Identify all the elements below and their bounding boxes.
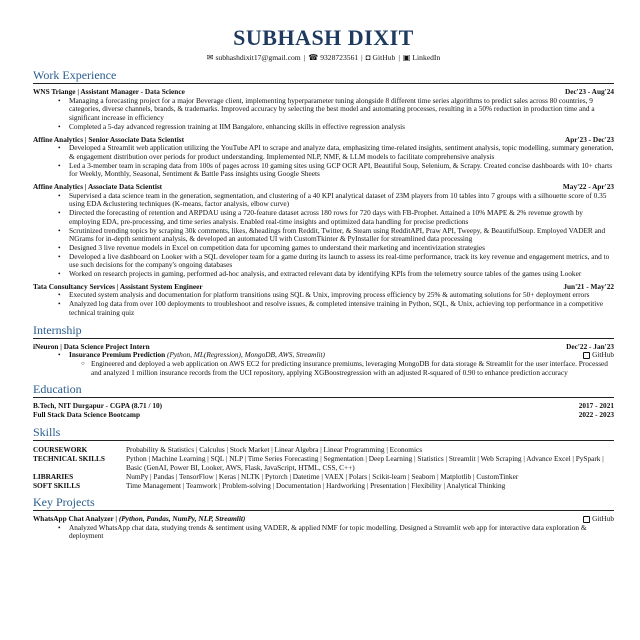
entry-dates: Dec'22 - Jan'23 bbox=[566, 341, 614, 351]
github-icon: ◘ bbox=[365, 53, 371, 62]
skills-list bbox=[33, 445, 614, 490]
skills-label: TECHNICAL SKILLS bbox=[33, 453, 105, 463]
skills-row bbox=[33, 445, 614, 454]
org-name: iNeuron bbox=[33, 341, 59, 351]
entry-dates: Dec'23 - Aug'24 bbox=[564, 87, 614, 96]
skills-value: Python | Machine Learning | SQL | NLP | Time Series Forecasting | Segmentation | Deep Learning | Statistics | Streamlit | Web Scraping | Advance Excel | PySpark | Basic (GenAI, Power BI, Looker, AWS, Flask, JavaScript, HTML, CSS, C++) bbox=[126, 453, 604, 472]
section-skills: Skills bbox=[33, 425, 614, 441]
linkedin-icon: ▣ bbox=[402, 53, 411, 62]
entry-header: WNS Triange | Assistant Manager - Data Science Dec'23 - Aug'24 bbox=[33, 87, 614, 96]
org-name: Affine Analytics bbox=[33, 134, 84, 144]
github-icon bbox=[583, 516, 590, 523]
bullet: • Managing a forecasting project for a major Beverage client, implementing hyperparameter tuning alongside 8 different time series algorithms to predict sales across 80 countries, 9 categories, diverse channels, brands, & trademarks. Improved accuracy by selecting the best model and automating processes, resulting in a 50% reduction in production time and a significant increase in efficiency bbox=[69, 97, 614, 123]
skills-row bbox=[33, 454, 614, 472]
work-entry bbox=[33, 136, 614, 180]
org-name: Tata Consultancy Services bbox=[33, 281, 116, 291]
bullet: • Developed a Streamlit web application utilizing the YouTube API to scrape and analyze data, emphasizing time-related insights, sentiment analysis, topic modelling, summary generation, & engagement distribution over periods for product understanding. Implemented NLP, NMF, & LLM models to facilitate comprehensive analysis bbox=[69, 144, 614, 161]
skills-label: COURSEWORK bbox=[33, 444, 88, 454]
skills-value: Probability & Statistics | Calculus | Stock Market | Linear Algebra | Linear Programming | Economics bbox=[126, 444, 423, 454]
skills-label: SOFT SKILLS bbox=[33, 480, 81, 490]
skills-value: NumPy | Pandas | TensorFlow | Keras | NLTK | Pytorch | Datetime | VAEX | Polars | Scikit-learn | Seaborn | Matplotlib | CustomTinker bbox=[126, 471, 519, 481]
email-link[interactable]: subhashdixit17@gmail.com bbox=[215, 53, 301, 62]
linkedin-link[interactable]: LinkedIn bbox=[412, 53, 441, 62]
education-list bbox=[33, 402, 614, 419]
internship-entry bbox=[33, 343, 614, 378]
bullet: • Executed system analysis and documentation for platform transitions using SQL & Unix, improving process efficiency by 25% & automating solutions for 50+ deployment errors bbox=[69, 291, 614, 300]
section-key-projects: Key Projects bbox=[33, 495, 614, 511]
contact-separator: | bbox=[361, 53, 363, 62]
role-title: Data Science Project Intern bbox=[63, 341, 150, 351]
edu-dates: 2017 - 2021 bbox=[578, 401, 614, 411]
work-entry bbox=[33, 88, 614, 132]
role-title: Senior Associate Data Scientist bbox=[88, 134, 185, 144]
bullet: • Supervised a data science team in the generation, segmentation, and clustering of a 40 KPI analytical dataset of 23M players from 10 tables into 7 groups with a silhouette score of 0.35 using EDA &clustering techniques (K-means, factor analysis, elbow curve) bbox=[69, 192, 614, 209]
contact-line bbox=[33, 53, 614, 63]
entry-header: Affine Analytics | Senior Associate Data Scientist Apr'23 - Dec'23 bbox=[33, 134, 614, 144]
project-tech: (Python, ML(Regression), MongoDB, AWS, Streamlit) bbox=[167, 350, 325, 360]
skills-row bbox=[33, 472, 614, 481]
section-internship: Internship bbox=[33, 323, 614, 339]
sub-bullet: ○ Engineered and deployed a web application on AWS EC2 for predicting insurance premiums, leveraging MongoDB for data storage & Streamlit for the user interface. Processed and analyzed 1 million insurance records from the UCI repository, applying XGBoostregression with an adjusted R-squared of 0.90 to enhance prediction accuracy bbox=[91, 360, 614, 377]
project-name: Insurance Premium Prediction bbox=[69, 350, 166, 360]
contact-separator: | bbox=[398, 53, 400, 62]
bullet: • Completed a 5-day advanced regression training at IIM Bangalore, enhancing skills in effective regression analysis bbox=[69, 123, 614, 132]
entry-header: Affine Analytics | Associate Data Scientist May'22 - Apr'23 bbox=[33, 182, 614, 192]
bullet: • Worked on research projects in gaming, performed ad-hoc analysis, and extracted relevant data by identifying KPIs from the telemetry source tables of the games using Looker bbox=[69, 270, 614, 279]
role-title: Assistant System Engineer bbox=[119, 281, 203, 291]
role-title: Associate Data Scientist bbox=[87, 182, 163, 192]
project-entry bbox=[33, 515, 614, 541]
phone-icon: ☎ bbox=[308, 53, 319, 62]
edu-dates: 2022 - 2023 bbox=[578, 410, 614, 420]
bullet: • Developed a live dashboard on Looker with a SQL developer team for a game during its launch to assess its real-time performance, track its key revenue and engagement metrics, and to use such decisions for the company's ongoing databases bbox=[69, 253, 614, 270]
section-education: Education bbox=[33, 382, 614, 398]
project-header: WhatsApp Chat Analyzer | (Python, Pandas, NumPy, NLP, Streamlit) GitHub bbox=[33, 513, 614, 523]
role-title: Assistant Manager - Data Science bbox=[80, 87, 185, 96]
work-entry bbox=[33, 283, 614, 318]
bullet: • Designed 3 live revenue models in Excel on competition data for upcoming games to understand their marketing and incentivization strategies bbox=[69, 244, 614, 253]
candidate-name: SUBHASH DIXIT bbox=[233, 25, 414, 50]
contact-separator: | bbox=[303, 53, 306, 62]
entry-header: iNeuron | Data Science Project Intern Dec'22 - Jan'23 bbox=[33, 341, 614, 351]
org-name: Affine Analytics bbox=[33, 182, 84, 192]
degree: B.Tech, NIT Durgapur - CGPA (8.71 / 10) bbox=[33, 401, 163, 411]
skills-value: Time Management | Teamwork | Problem-solving | Documentation | Hardworking | Presentation | Flexibility | Analytical Thinking bbox=[126, 480, 506, 490]
entry-dates: May'22 - Apr'23 bbox=[562, 182, 614, 192]
github-link[interactable]: GitHub bbox=[372, 53, 396, 62]
bullet: • Directed the forecasting of retention and ARPDAU using a 720-feature dataset across 180 rows for 720 days with FB-Prophet. Attained a 10% MAPE & 2% revenue growth by employing EDA, pre-processing, and time series analysis. Enabled real-time insights and optimized data handling for precise predictions bbox=[69, 209, 614, 226]
section-work-experience: Work Experience bbox=[33, 68, 614, 84]
org-name: WNS Triange bbox=[33, 87, 76, 96]
degree: Full Stack Data Science Bootcamp bbox=[33, 410, 141, 420]
entry-dates: Apr'23 - Dec'23 bbox=[564, 134, 614, 144]
skills-row bbox=[33, 481, 614, 490]
project-name: WhatsApp Chat Analyzer bbox=[33, 513, 114, 523]
project-tech: (Python, Pandas, NumPy, NLP, Streamlit) bbox=[118, 513, 246, 523]
skills-label: LIBRARIES bbox=[33, 471, 74, 481]
education-row bbox=[33, 411, 614, 420]
bullet: • Led a 3-member team in scraping data from 100s of pages across 10 gaming sites using GCP OCR API, Beautiful Soup, Selenium, & Scrapy. Created concise dashboards with 10+ charts for Weekly, Monthly, Seasonal, Sentiment & Battle Pass insights using Google Sheets bbox=[69, 162, 614, 179]
entry-header: Tata Consultancy Services | Assistant System Engineer Jun'21 - May'22 bbox=[33, 281, 614, 291]
bullet: • Analyzed log data from over 100 deployments to troubleshoot and resolve issues, & completed intensive training in Python, SQL, & Unix, achieving top performance in a competitive technical training quiz bbox=[69, 300, 614, 317]
bullet: • Scrutinized trending topics by scraping 30k comments, likes, &headings from Reddit, Twitter, & Steam using RedditAPI, Praw API, Tweepy, & BeautifulSoup. Employed VADER and NGrams for in-depth sentiment analysis, & developed an automated UI with CustomTkinter & PyInstaller for streamlined data processing bbox=[69, 227, 614, 244]
entry-dates: Jun'21 - May'22 bbox=[563, 281, 614, 291]
work-entry bbox=[33, 183, 614, 279]
mail-icon: ✉ bbox=[206, 53, 214, 62]
phone-number[interactable]: 9328723561 bbox=[320, 53, 359, 62]
github-label: GitHub bbox=[592, 350, 614, 360]
github-label: GitHub bbox=[592, 513, 614, 523]
github-link[interactable] bbox=[583, 515, 614, 524]
bullet: • Analyzed WhatsApp chat data, studying trends & sentiment using VADER, & applied NMF for topic modelling. Designed a Streamlit web app for interactive data exploration & deployment bbox=[69, 524, 614, 541]
